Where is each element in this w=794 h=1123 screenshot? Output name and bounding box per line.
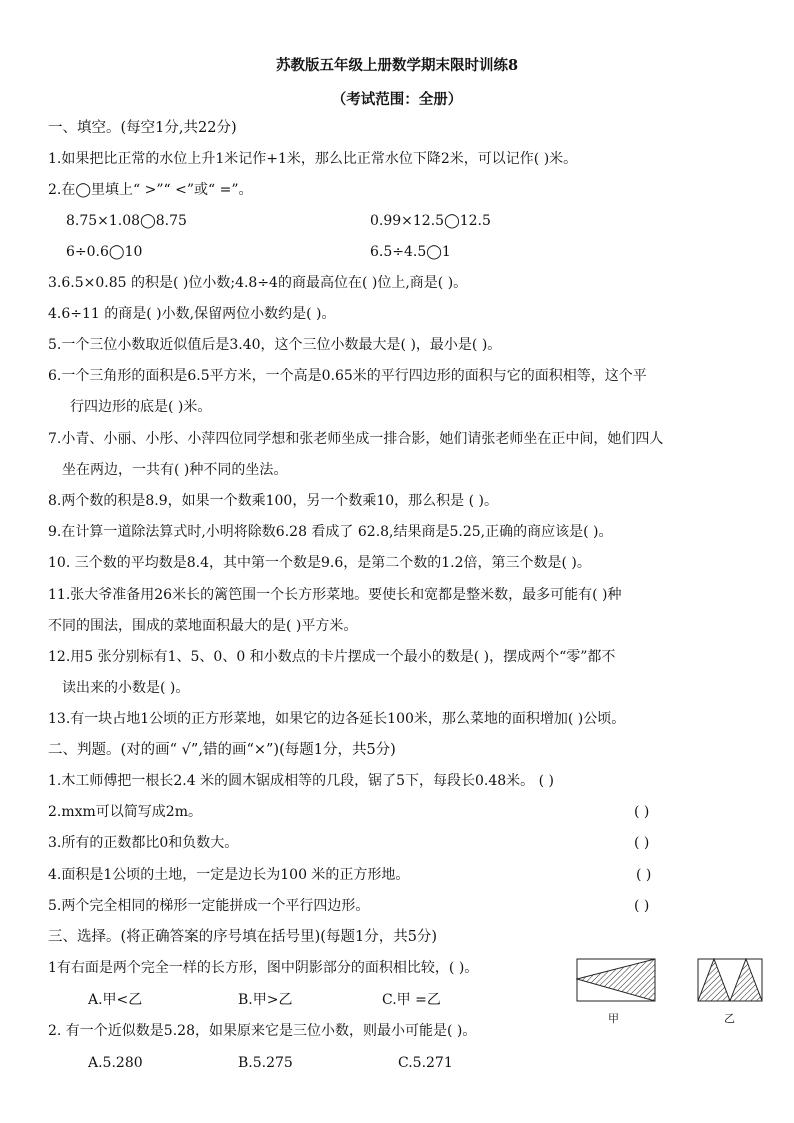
question-text: 7.小青、小丽、小彤、小萍四位同学想和张老师坐成一排合影，她们请张老师坐在正中间，她们四人 <box>48 431 664 447</box>
question-text-cont: 读出来的小数是( )。 <box>62 680 190 696</box>
choice-option-a: A.5.280 <box>88 1055 143 1071</box>
compare-item: 6.5÷4.5◯1 <box>370 244 451 260</box>
judge-item: 1.木工师傅把一根长2.4 米的圆木锯成相等的几段，锯了5下，每段长0.48米。 ( ) <box>48 773 554 789</box>
question-text-cont: 不同的围法，围成的菜地面积最大的是( )平方米。 <box>48 618 358 634</box>
page-subtitle: （考试范围：全册） <box>331 91 463 108</box>
choice-question: 2. 有一个近似数是5.28，如果原来它是三位小数，则最小可能是( )。 <box>48 1023 477 1039</box>
choice-option-c: C.5.271 <box>398 1055 453 1071</box>
answer-bracket: ( ) <box>634 804 650 820</box>
question-text: 3.6.5×0.85 的积是( )位小数;4.8÷4的商最高位在( )位上,商是( )。 <box>48 275 468 291</box>
choice-option-b: B.5.275 <box>238 1055 293 1071</box>
question-text: 8.两个数的积是8.9，如果一个数乘100，另一个数乘10，那么积是 ( )。 <box>48 493 498 509</box>
question-text: 2.在◯里填上“ >”“ <”或“ =”。 <box>48 182 253 198</box>
section-2-heading: 二、判题。(对的画“ √”,错的画“×”)(每题1分，共5分) <box>48 742 396 758</box>
answer-bracket: ( ) <box>634 835 650 851</box>
question-text: 4.6÷11 的商是( )小数,保留两位小数约是( )。 <box>48 306 336 322</box>
question-text: 9.在计算一道除法算式时,小明将除数6.28 看成了 62.8,结果商是5.25,正确的商应该是( )。 <box>48 524 613 540</box>
choice-question: 1有右面是两个完全一样的长方形，图中阴影部分的面积相比较，( )。 <box>48 960 479 976</box>
section-1-heading: 一、填空。(每空1分,共22分) <box>48 120 237 136</box>
judge-item: 2.mxm可以简写成2m。 <box>48 804 202 820</box>
rectangle-figure-b <box>697 958 763 1002</box>
compare-item: 0.99×12.5◯12.5 <box>370 213 491 229</box>
section-3-heading: 三、选择。(将正确答案的序号填在括号里)(每题1分，共5分) <box>48 929 438 945</box>
question-text: 5.一个三位小数取近似值后是3.40，这个三位小数最大是( )，最小是( )。 <box>48 337 502 353</box>
figure-b-label: 乙 <box>724 1012 735 1025</box>
question-text: 11.张大爷准备用26米长的篱笆围一个长方形菜地。要使长和宽都是整米数，最多可能有( )种 <box>48 587 622 603</box>
judge-item: 3.所有的正数都比0和负数大。 <box>48 835 239 851</box>
question-text: 12.用5 张分别标有1、5、0、0 和小数点的卡片摆成一个最小的数是( )，摆成两个“零”都不 <box>48 649 616 665</box>
answer-bracket: ( ) <box>636 867 652 883</box>
question-text-cont: 行四边形的底是( )米。 <box>70 399 212 415</box>
judge-item: 4.面积是1公顷的土地，一定是边长为100 米的正方形地。 <box>48 867 410 883</box>
question-text-cont: 坐在两边，一共有( )种不同的坐法。 <box>62 462 288 478</box>
question-text: 1.如果把比正常的水位上升1米记作+1米，那么比正常水位下降2米，可以记作( )米。 <box>48 151 578 167</box>
figure-a-label: 甲 <box>608 1012 619 1025</box>
answer-bracket: ( ) <box>634 898 650 914</box>
question-text: 10. 三个数的平均数是8.4，其中第一个数是9.6，是第二个数的1.2倍，第三个数是( )。 <box>48 555 591 571</box>
compare-item: 6÷0.6◯10 <box>66 244 143 260</box>
choice-option-b: B.甲>乙 <box>238 992 293 1008</box>
choice-option-c: C.甲 =乙 <box>382 992 441 1008</box>
question-text: 13.有一块占地1公顷的正方形菜地，如果它的边各延长100米，那么菜地的面积增加( )公顷。 <box>48 711 626 727</box>
choice-option-a: A.甲<乙 <box>88 992 143 1008</box>
rectangle-figure-a <box>576 958 656 1002</box>
compare-item: 8.75×1.08◯8.75 <box>66 213 187 229</box>
page-title: 苏教版五年级上册数学期末限时训练8 <box>275 57 519 74</box>
question-text: 6.一个三角形的面积是6.5平方米，一个高是0.65米的平行四边形的面积与它的面积相等，这个平 <box>48 368 647 384</box>
judge-item: 5.两个完全相同的梯形一定能拼成一个平行四边形。 <box>48 898 370 914</box>
